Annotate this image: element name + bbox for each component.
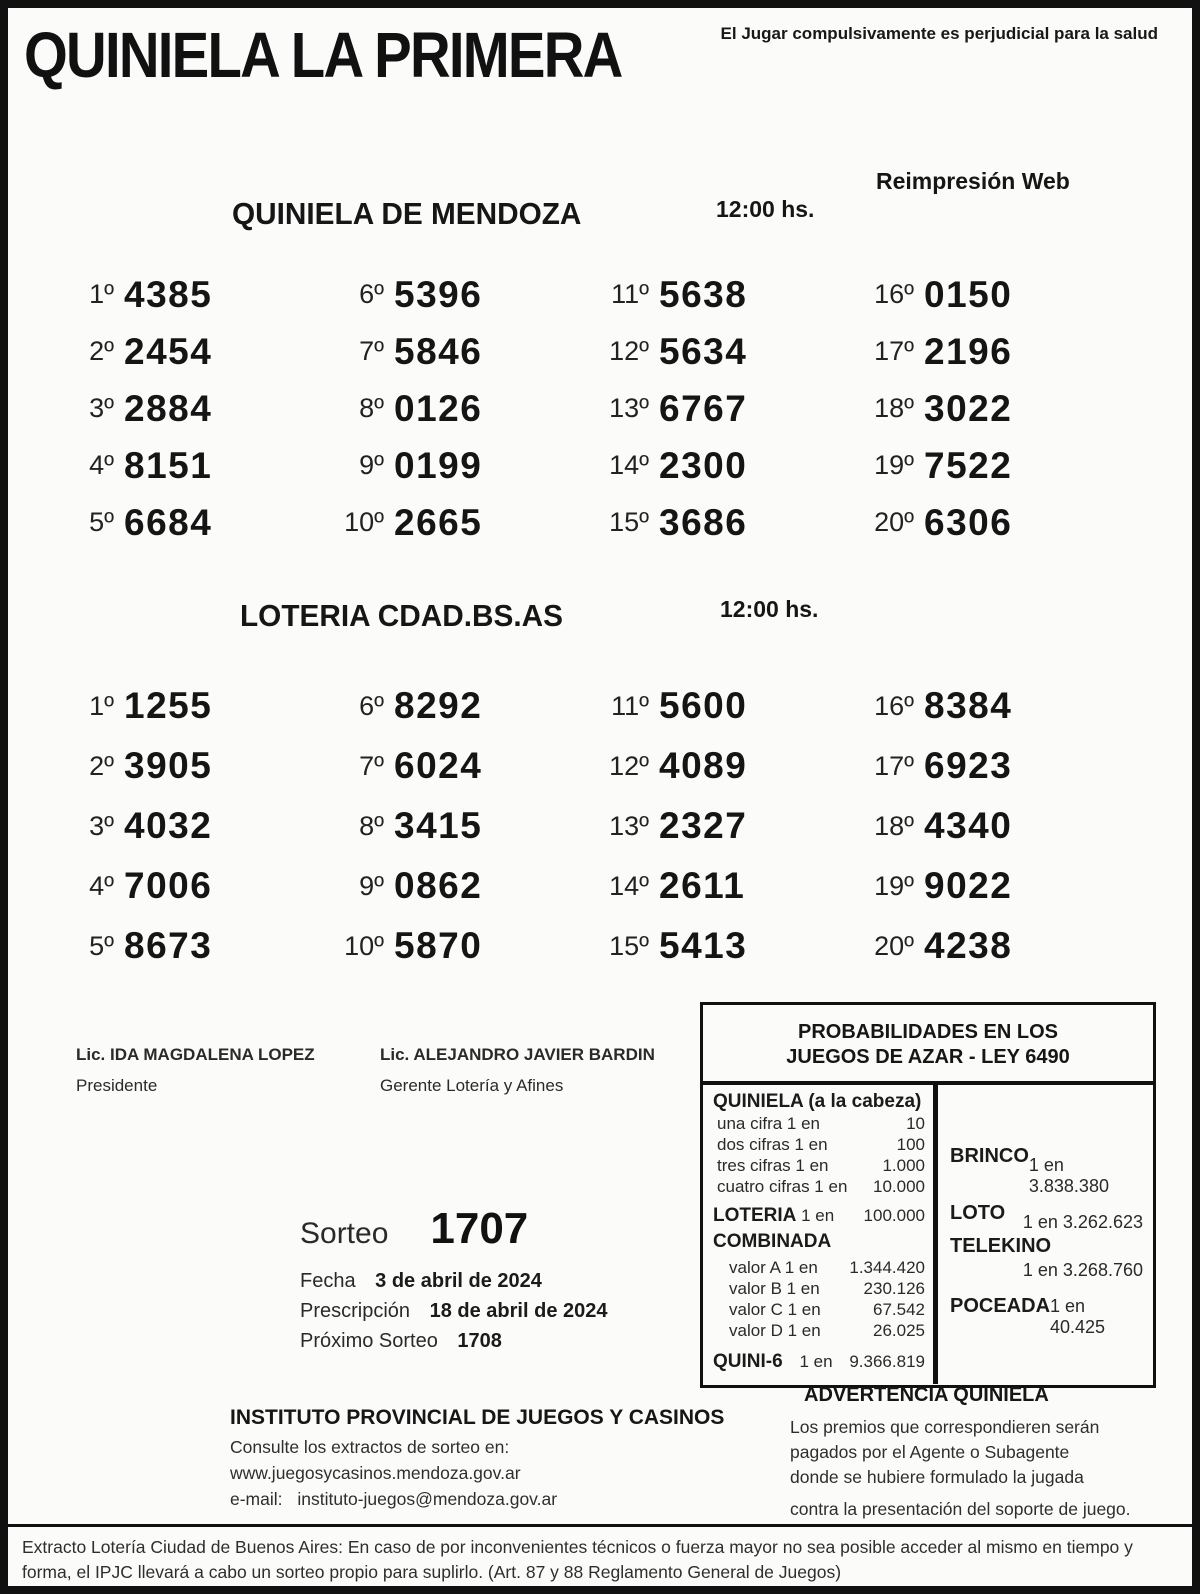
result-item [860,856,1110,916]
game-name: TELEKINO [950,1235,1052,1257]
quiniela-odds-header: QUINIELA (a la cabeza) [713,1091,922,1112]
result-number: 6923 [924,745,1013,786]
draw-date-row [300,1266,608,1296]
odds-value: 1.000 [882,1156,925,1175]
result-item [595,437,860,494]
result-item [860,494,1110,551]
result-number: 3022 [924,387,1013,429]
loteria-odds-value: 100.000 [863,1206,925,1225]
draw-next-value: 1708 [457,1330,502,1352]
probabilities-box [700,1002,1156,1388]
odds-row [713,1278,925,1299]
game-odds-brinco [950,1145,1143,1196]
footer-divider [8,1524,1192,1527]
result-item [595,494,860,551]
result-position: 7º [359,750,384,781]
result-position: 19º [874,870,914,901]
result-item [330,916,595,976]
result-position: 16º [874,279,914,309]
loteria-odds-name: LOTERIA [713,1205,797,1226]
game-value: 1 en 40.425 [1050,1296,1106,1337]
quiniela-warning-title: ADVERTENCIA QUINIELA [804,1384,1049,1406]
result-position: 2º [89,336,114,366]
odds-row [713,1176,925,1197]
draw-info-block [300,1204,608,1356]
result-position: 4º [89,450,114,480]
result-item [60,856,330,916]
section-title-bsas: LOTERIA CDAD.BS.AS [240,598,563,633]
probabilities-left-column [703,1085,938,1384]
result-position: 17º [874,750,914,781]
result-position: 1º [89,279,114,309]
result-position: 5º [89,930,114,961]
draw-prescription-row [300,1296,608,1326]
result-number: 5413 [659,925,748,966]
institute-name: INSTITUTO PROVINCIAL DE JUEGOS Y CASINOS [230,1406,725,1429]
result-position: 14º [609,870,649,901]
result-number: 8384 [924,685,1013,726]
result-position: 6º [359,690,384,721]
result-position: 13º [609,393,649,423]
probabilities-title [703,1005,1153,1085]
result-position: 16º [874,690,914,721]
draw-prescription-value: 18 de abril de 2024 [429,1300,608,1322]
result-item [330,676,595,736]
result-item [595,736,860,796]
quiniela-warning-line: pagados por el Agente o Subagente [790,1442,1070,1462]
footer-legal-text: Extracto Lotería Ciudad de Buenos Aires: En caso de por inconvenientes técnicos o fuerza mayor no sea posible acceder al mismo en tiempo y forma, el IPJC llevará a cabo un sorteo propio para suplirlo. (Art. 87 y 88 Reglamento General de Juegos) [22,1537,1133,1582]
odds-value: 10 [906,1114,925,1133]
result-number: 7522 [924,444,1013,486]
result-position: 13º [609,810,649,841]
reprint-label: Reimpresión Web [876,168,1070,194]
result-position: 2º [89,750,114,781]
result-number: 5638 [659,273,748,315]
signature-role-president: Presidente [76,1076,158,1095]
result-item [60,736,330,796]
result-number: 2196 [924,330,1013,372]
odds-value: 230.126 [863,1279,925,1298]
result-item [60,676,330,736]
quiniela-warning-line: Los premios que correspondieren serán [790,1417,1100,1437]
odds-label: valor C 1 en [729,1300,821,1319]
result-number: 5396 [394,273,483,315]
result-number: 5634 [659,330,748,372]
institute-consult-line: Consulte los extractos de sorteo en: [230,1437,510,1457]
result-item [860,437,1110,494]
result-item [330,736,595,796]
draw-date-value: 3 de abril de 2024 [375,1270,542,1292]
result-item [330,856,595,916]
result-item [595,916,860,976]
probabilities-right-column [938,1085,1153,1384]
result-item [860,676,1110,736]
result-position: 20º [874,507,914,537]
result-position: 19º [874,450,914,480]
result-number: 2454 [124,330,213,372]
result-item [595,266,860,323]
result-position: 7º [359,336,384,366]
result-item [860,323,1110,380]
loteria-odds-row [713,1205,925,1227]
result-number: 0150 [924,273,1013,315]
health-warning-text: El Jugar compulsivamente es perjudicial para la salud [720,24,1158,43]
loteria-odds-mid: 1 en [801,1206,835,1225]
result-position: 18º [874,810,914,841]
odds-value: 1.344.420 [849,1258,925,1277]
game-value: 1 en 3.262.623 [1022,1212,1143,1232]
result-position: 20º [874,930,914,961]
result-position: 12º [609,750,649,781]
result-number: 2665 [394,501,483,543]
section-title-mendoza: QUINIELA DE MENDOZA [232,196,582,231]
section-time-mendoza: 12:00 hs. [716,196,815,222]
section-time-bsas: 12:00 hs. [720,596,819,622]
result-item [330,437,595,494]
result-item [330,266,595,323]
combinada-odds-header: COMBINADA [713,1231,832,1252]
odds-label: dos cifras 1 en [717,1135,828,1154]
quini6-odds-mid: 1 en [799,1352,833,1371]
quiniela-warning-line: contra la presentación del soporte de juego. [790,1499,1131,1519]
result-number: 1255 [124,685,213,726]
result-number: 2884 [124,387,213,429]
draw-next-label: Próximo Sorteo [300,1330,438,1352]
result-number: 8151 [124,444,213,486]
signature-name-manager: Lic. ALEJANDRO JAVIER BARDIN [380,1045,655,1064]
draw-prescription-label: Prescripción [300,1300,411,1322]
result-number: 7006 [124,865,213,906]
result-item [595,676,860,736]
result-position: 11º [611,690,649,721]
result-item [595,796,860,856]
result-number: 5846 [394,330,483,372]
result-item [595,856,860,916]
result-number: 8292 [394,685,483,726]
result-number: 8673 [124,925,213,966]
result-position: 12º [609,336,649,366]
result-item [60,796,330,856]
quini6-odds-name: QUINI-6 [713,1351,783,1372]
game-value: 1 en 3.268.760 [1022,1260,1143,1280]
draw-label: Sorteo [300,1217,389,1250]
result-position: 11º [611,279,649,309]
result-position: 9º [359,870,384,901]
result-number: 3415 [394,805,483,846]
game-odds-poceada [950,1295,1143,1338]
result-position: 15º [609,507,649,537]
result-number: 5870 [394,925,483,966]
result-number: 4089 [659,745,748,786]
game-odds-telekino [950,1235,1143,1281]
result-item [60,916,330,976]
odds-label: valor A 1 en [729,1258,818,1277]
odds-value: 67.542 [873,1300,925,1319]
result-item [860,736,1110,796]
results-grid-mendoza [60,266,1110,551]
result-number: 0199 [394,444,483,486]
draw-number-row [300,1204,608,1254]
odds-row [713,1155,925,1176]
result-position: 18º [874,393,914,423]
result-position: 3º [89,810,114,841]
game-odds-loto [950,1202,1143,1232]
result-position: 9º [359,450,384,480]
draw-date-label: Fecha [300,1270,356,1292]
institute-website: www.juegosycasinos.mendoza.gov.ar [230,1463,521,1483]
results-grid-bsas [60,676,1110,976]
result-position: 10º [344,507,384,537]
result-number: 6767 [659,387,748,429]
odds-label: valor D 1 en [729,1321,821,1340]
result-item [860,796,1110,856]
odds-label: una cifra 1 en [717,1114,821,1133]
odds-value: 100 [896,1135,925,1154]
result-number: 2611 [659,865,746,906]
odds-value: 10.000 [873,1177,925,1196]
result-item [60,380,330,437]
odds-row [713,1320,925,1341]
game-name: POCEADA [950,1295,1051,1317]
signature-role-manager: Gerente Lotería y Afines [380,1076,564,1095]
odds-label: tres cifras 1 en [717,1156,829,1175]
institute-email: instituto-juegos@mendoza.gov.ar [297,1489,558,1509]
result-number: 6306 [924,501,1013,543]
result-item [330,796,595,856]
result-position: 15º [609,930,649,961]
result-item [860,916,1110,976]
result-position: 3º [89,393,114,423]
result-item [330,323,595,380]
result-number: 2300 [659,444,748,486]
result-position: 4º [89,870,114,901]
result-item [330,494,595,551]
result-number: 5600 [659,685,748,726]
game-name: BRINCO [950,1145,1029,1167]
result-item [595,380,860,437]
game-value: 1 en 3.838.380 [1028,1155,1109,1196]
result-item [60,437,330,494]
result-number: 9022 [924,865,1013,906]
result-position: 5º [89,507,114,537]
page-title: QUINIELA LA PRIMERA [24,19,622,91]
result-item [60,494,330,551]
game-name: LOTO [950,1202,1006,1224]
signature-name-president: Lic. IDA MAGDALENA LOPEZ [76,1045,315,1064]
odds-row [713,1257,925,1278]
result-number: 6024 [394,745,483,786]
quiniela-warning-block [790,1384,1190,1522]
odds-row [713,1113,925,1134]
result-number: 6684 [124,501,213,543]
quini6-odds-value: 9.366.819 [849,1352,925,1371]
result-number: 4238 [924,925,1013,966]
result-position: 8º [359,393,384,423]
draw-next-row [300,1326,608,1356]
result-number: 3905 [124,745,213,786]
odds-label: valor B 1 en [729,1279,820,1298]
result-item [330,380,595,437]
result-number: 0862 [394,865,483,906]
probabilities-title-line2: JUEGOS DE AZAR - LEY 6490 [786,1046,1070,1068]
result-position: 17º [874,336,914,366]
result-number: 4340 [924,805,1013,846]
result-number: 2327 [659,805,748,846]
odds-value: 26.025 [873,1321,925,1340]
draw-number: 1707 [430,1204,529,1253]
quini6-odds-row [713,1351,925,1373]
result-item [60,323,330,380]
result-position: 10º [344,930,384,961]
institute-email-row [230,1486,724,1512]
result-item [860,266,1110,323]
result-item [595,323,860,380]
result-number: 4385 [124,273,213,315]
odds-row [713,1299,925,1320]
institute-block [230,1406,724,1512]
result-number: 3686 [659,501,748,543]
institute-email-label: e-mail: [230,1489,283,1509]
odds-row [713,1134,925,1155]
result-number: 4032 [124,805,213,846]
result-item [60,266,330,323]
result-position: 14º [609,450,649,480]
result-position: 8º [359,810,384,841]
probabilities-title-line1: PROBABILIDADES EN LOS [797,1021,1059,1043]
quiniela-warning-line: donde se hubiere formulado la jugada [790,1467,1084,1487]
odds-label: cuatro cifras 1 en [717,1177,848,1196]
result-item [860,380,1110,437]
result-position: 1º [89,690,114,721]
result-number: 0126 [394,387,483,429]
result-position: 6º [359,279,384,309]
